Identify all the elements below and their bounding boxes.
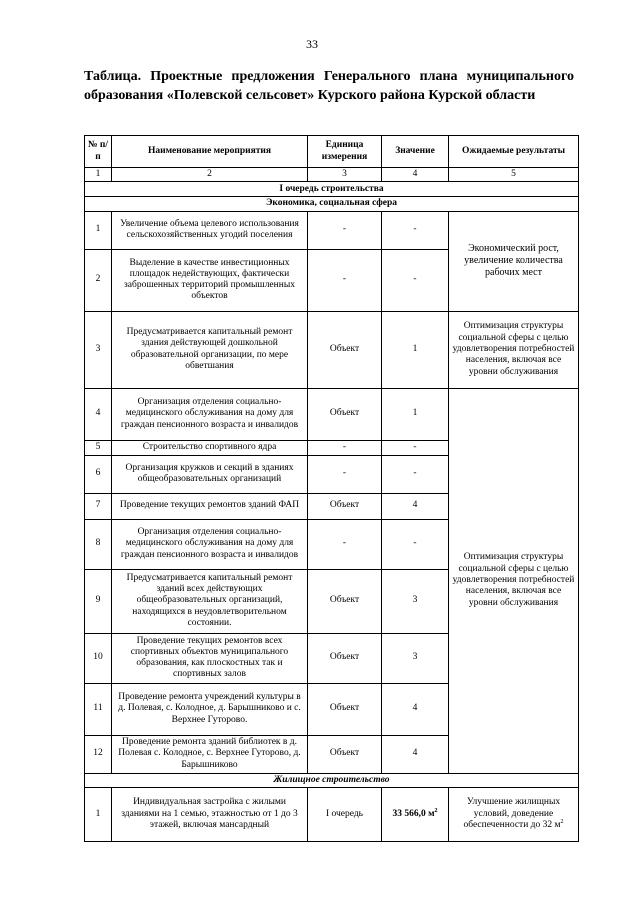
row-name: Предусматривается капитальный ремонт зданий всех действующих общеобразовательных организаций, находящихся в неудовлетворительном состоянии. <box>112 569 308 633</box>
row-name: Проведение ремонта учреждений культуры в д. Полевая, с. Колодное, д. Барышниково и с. Верхнее Гуторово. <box>112 683 308 735</box>
row-number: 10 <box>85 633 112 683</box>
row-name: Проведение ремонта зданий библиотек в д. Полевая с. Колодное, с. Верхнее Гуторово, д. Барышниково <box>112 735 308 773</box>
row-name: Организация кружков и секций в зданиях общеобразовательных организаций <box>112 455 308 493</box>
column-number: 1 <box>85 168 112 182</box>
housing-value-text: 33 566,0 м <box>392 808 435 819</box>
header-num: № п/п <box>85 136 112 168</box>
row-name: Предусматривается капитальный ремонт здания действующей дошкольной образовательной организации, по мере обветшания <box>112 311 308 388</box>
header-row <box>85 136 579 168</box>
row-unit: Объект <box>308 388 382 440</box>
column-number: 2 <box>112 168 308 182</box>
row-name: Проведение текущих ремонтов всех спортивных объектов муниципального образования, как плоскостных так и спортивных залов <box>112 633 308 683</box>
header-unit: Единица измерения <box>308 136 382 168</box>
housing-value-superscript: 2 <box>434 807 438 814</box>
row-name: Индивидуальная застройка с жилыми зданиями на 1 семью, этажностью от 1 до 3 этажей, включая мансардный <box>112 787 308 841</box>
row-unit: I очередь <box>308 787 382 841</box>
row-number: 6 <box>85 455 112 493</box>
row-unit: - <box>308 519 382 569</box>
housing-result-text: Улучшение жилищных условий, доведение обеспеченности до 32 м <box>463 797 561 831</box>
page-number: 33 <box>306 37 318 51</box>
row-value: - <box>382 249 449 311</box>
housing-result-superscript: 2 <box>560 818 564 825</box>
row-result: Оптимизация структуры социальной сферы с целью удовлетворения потребностей населения, включая все уровни обслуживания <box>449 311 579 388</box>
row-name: Строительство спортивного ядра <box>112 440 308 455</box>
subsection-economy: Экономика, социальная сфера <box>85 197 579 211</box>
header-name: Наименование мероприятия <box>112 136 308 168</box>
row-value: - <box>382 211 449 249</box>
row-name: Выделение в качестве инвестиционных площадок недействующих, фактически заброшенных территорий промышленных объектов <box>112 249 308 311</box>
row-result: Экономический рост, увеличение количества рабочих мест <box>449 211 579 311</box>
row-unit: Объект <box>308 633 382 683</box>
row-number: 12 <box>85 735 112 773</box>
row-value: - <box>382 455 449 493</box>
row-number: 2 <box>85 249 112 311</box>
row-unit: - <box>308 455 382 493</box>
row-unit: - <box>308 440 382 455</box>
row-result <box>449 787 579 841</box>
table-title: Таблица. Проектные предложения Генерального плана муниципального образования «Полевской сельсовет» Курского района Курской области <box>84 69 574 103</box>
row-number: 4 <box>85 388 112 440</box>
row-value: 4 <box>382 735 449 773</box>
section-stage-1: I очередь строительства <box>85 182 579 197</box>
row-value: - <box>382 519 449 569</box>
row-result: Оптимизация структуры социальной сферы с целью удовлетворения потребностей населения, включая все уровни обслуживания <box>449 388 579 773</box>
row-value: 3 <box>382 633 449 683</box>
header-result: Ожидаемые результаты <box>449 136 579 168</box>
row-unit: - <box>308 249 382 311</box>
row-unit: - <box>308 211 382 249</box>
table-row <box>85 388 579 440</box>
row-value: - <box>382 440 449 455</box>
column-number: 5 <box>449 168 579 182</box>
row-unit: Объект <box>308 493 382 519</box>
row-number: 5 <box>85 440 112 455</box>
row-number: 11 <box>85 683 112 735</box>
row-number: 9 <box>85 569 112 633</box>
row-value <box>382 787 449 841</box>
row-number: 7 <box>85 493 112 519</box>
row-number: 8 <box>85 519 112 569</box>
table-row <box>85 787 579 841</box>
column-number: 4 <box>382 168 449 182</box>
row-name: Увеличение объема целевого использования сельскохозяйственных угодий поселения <box>112 211 308 249</box>
row-name: Проведение текущих ремонтов зданий ФАП <box>112 493 308 519</box>
subsection-housing: Жилищное строительство <box>85 773 579 787</box>
row-number: 3 <box>85 311 112 388</box>
row-unit: Объект <box>308 311 382 388</box>
table-row <box>85 311 579 388</box>
row-name: Организация отделения социально-медицинского обслуживания на дому для граждан пенсионного возраста и инвалидов <box>112 519 308 569</box>
proposals-table <box>84 135 579 842</box>
header-value: Значение <box>382 136 449 168</box>
column-numbers-row <box>85 168 579 182</box>
row-value: 4 <box>382 683 449 735</box>
row-number: 1 <box>85 787 112 841</box>
row-unit: Объект <box>308 735 382 773</box>
row-unit: Объект <box>308 683 382 735</box>
table-row <box>85 211 579 249</box>
row-name: Организация отделения социально-медицинского обслуживания на дому для граждан пенсионного возраста и инвалидов <box>112 388 308 440</box>
row-unit: Объект <box>308 569 382 633</box>
row-value: 3 <box>382 569 449 633</box>
column-number: 3 <box>308 168 382 182</box>
row-value: 1 <box>382 311 449 388</box>
row-number: 1 <box>85 211 112 249</box>
row-value: 1 <box>382 388 449 440</box>
row-value: 4 <box>382 493 449 519</box>
